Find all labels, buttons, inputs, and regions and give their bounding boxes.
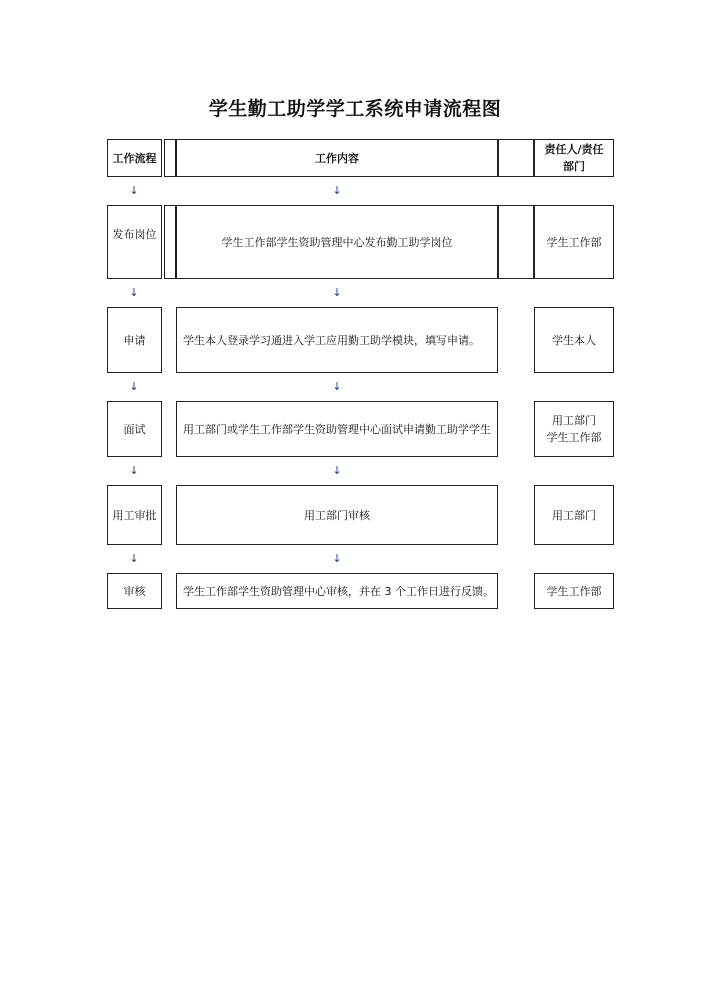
step-content-text: 学生本人登录学习通进入学工应用勤工助学模块，填写申请。 [183, 333, 480, 347]
step-3-owner-cell [534, 401, 614, 457]
down-arrow-icon: ↓ [332, 380, 342, 393]
step-owner-text: 学生工作部 [546, 235, 602, 249]
step-owner-text: 学生本人 [552, 333, 596, 347]
step-2-flow-cell [107, 307, 162, 373]
step-4-flow-cell [107, 485, 162, 545]
step-owner-text: 用工部门 [552, 414, 596, 427]
page-title: 学生勤工助学学工系统申请流程图 [208, 98, 502, 120]
step-5-content-cell [176, 573, 498, 609]
header-owner-label-line1: 责任人/责任 [544, 143, 604, 156]
down-arrow-icon: ↓ [332, 184, 342, 197]
step-content-text: 用工部门审核 [304, 508, 370, 522]
header-owner-cell [534, 139, 614, 177]
step-owner-text: 学生工作部 [546, 431, 602, 444]
step-owner-text: 学生工作部 [546, 584, 602, 598]
down-arrow-icon: ↓ [332, 464, 342, 477]
header-spacer-cell [164, 139, 176, 177]
step-2-content-cell [176, 307, 498, 373]
header-content-cell [176, 139, 498, 177]
step-flow-label: 审核 [123, 584, 146, 598]
step-1-owner-cell [534, 205, 614, 279]
step-flow-label: 发布岗位 [112, 228, 157, 241]
step-1-flow-cell [107, 205, 162, 279]
step-4-content-cell [176, 485, 498, 545]
header-owner-label-line2: 部门 [563, 160, 585, 173]
down-arrow-icon: ↓ [129, 286, 139, 299]
step-1-spacer-cell [164, 205, 176, 279]
step-5-flow-cell [107, 573, 162, 609]
down-arrow-icon: ↓ [129, 552, 139, 565]
step-3-flow-cell [107, 401, 162, 457]
step-flow-label: 面试 [123, 422, 146, 436]
step-content-text: 学生工作部学生资助管理中心发布勤工助学岗位 [221, 235, 453, 249]
header-flow-label: 工作流程 [112, 151, 157, 165]
step-flow-label: 用工审批 [112, 508, 157, 522]
down-arrow-icon: ↓ [332, 286, 342, 299]
step-content-text: 学生工作部学生资助管理中心审核，并在 3 个工作日进行反馈。 [183, 584, 494, 598]
step-2-owner-cell [534, 307, 614, 373]
down-arrow-icon: ↓ [129, 464, 139, 477]
step-content-text: 用工部门或学生工作部学生资助管理中心面试申请勤工助学学生 [183, 422, 491, 436]
step-1-content-cell [176, 205, 498, 279]
down-arrow-icon: ↓ [129, 380, 139, 393]
step-3-content-cell [176, 401, 498, 457]
down-arrow-icon: ↓ [129, 184, 139, 197]
step-5-owner-cell [534, 573, 614, 609]
step-1-gap-cell [498, 205, 534, 279]
step-4-owner-cell [534, 485, 614, 545]
step-owner-text: 用工部门 [552, 508, 596, 522]
step-flow-label: 申请 [123, 333, 146, 347]
header-gap-cell [498, 139, 534, 177]
down-arrow-icon: ↓ [332, 552, 342, 565]
header-flow-cell [107, 139, 162, 177]
header-content-label: 工作内容 [315, 151, 359, 165]
